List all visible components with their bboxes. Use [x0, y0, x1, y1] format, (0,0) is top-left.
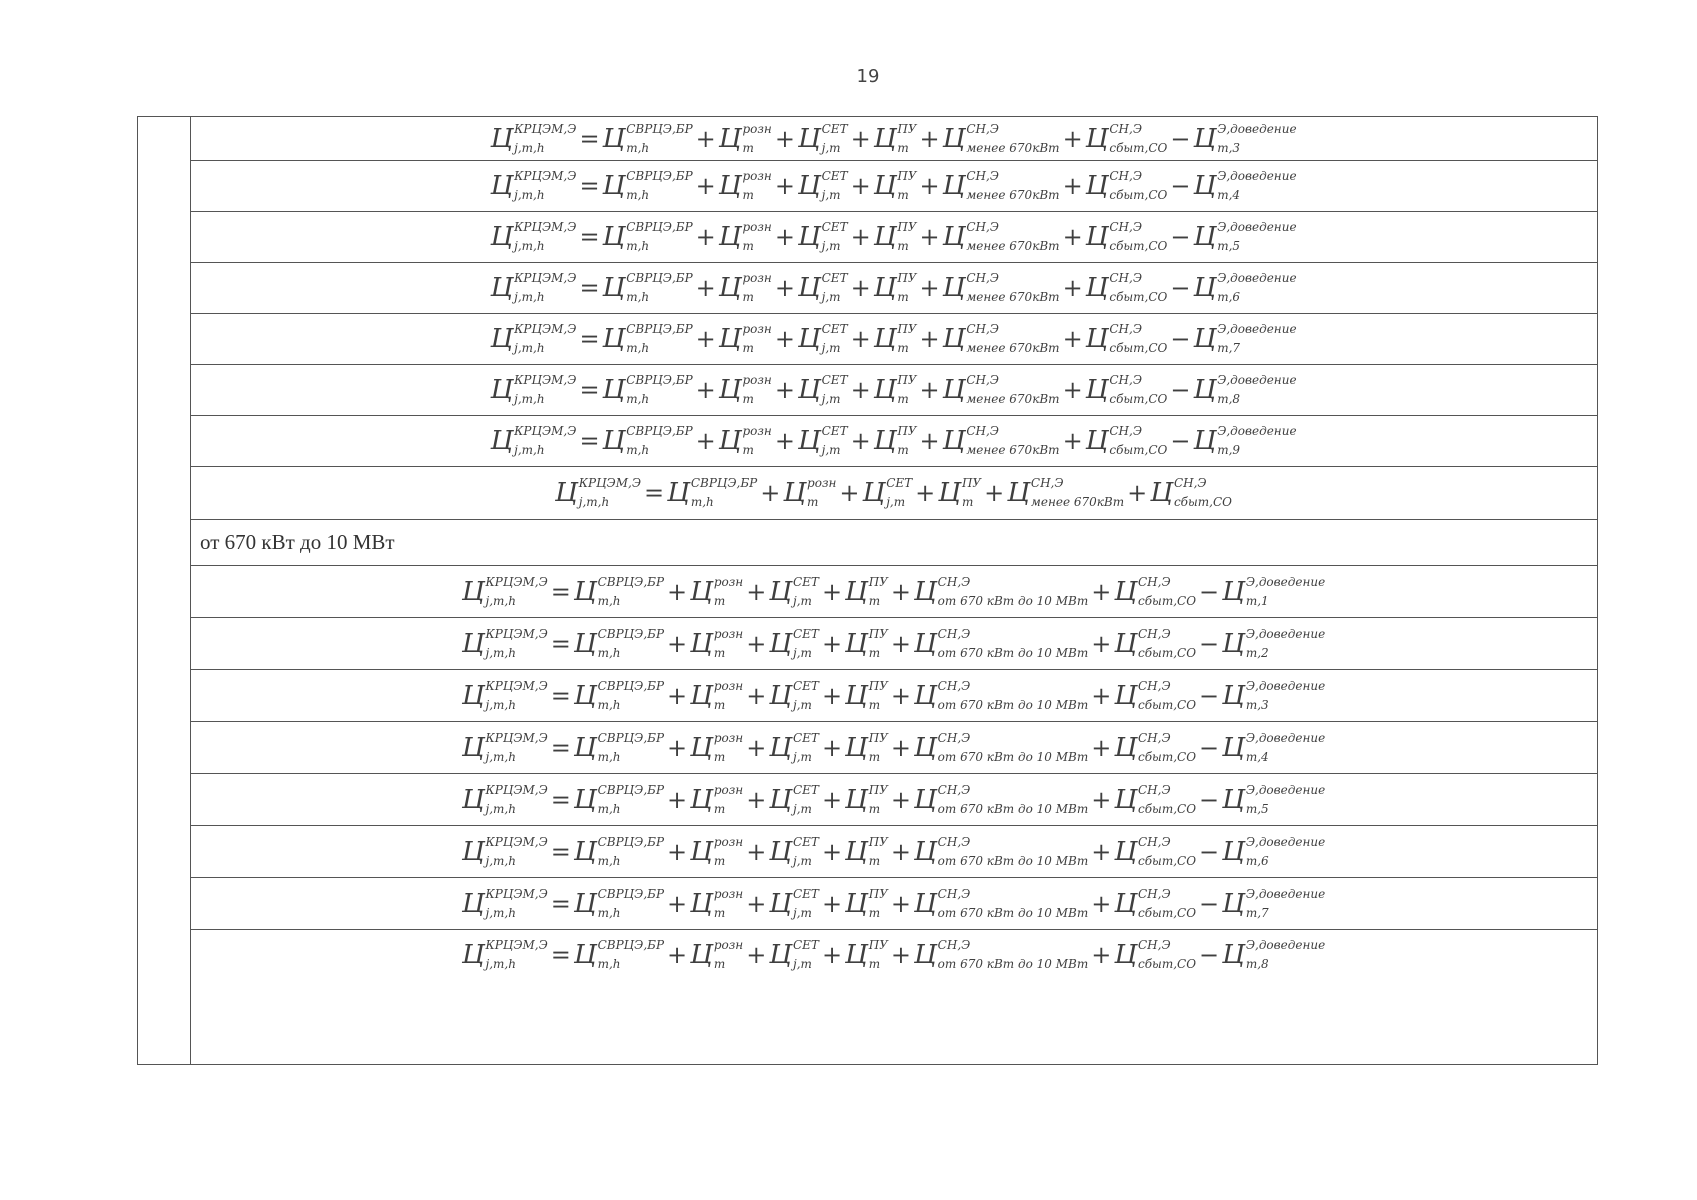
section-header-row — [190, 520, 1597, 566]
formula-row — [190, 117, 1597, 161]
formula-row — [190, 774, 1597, 826]
formula-row — [190, 826, 1597, 878]
left-column — [138, 117, 191, 1064]
formula: Ц КРЦЭМ,Э j,m,h = Ц СВРЦЭ,БР m,h + Ц розн m + Ц СЕТ j,m + Ц ПУ m + Ц СН,Э менее 670кВт + Ц СН,Э сбыт,СО − Ц Э,доведение m,7 — [490, 322, 1297, 355]
formula: Ц КРЦЭМ,Э j,m,h = Ц СВРЦЭ,БР m,h + Ц розн m + Ц СЕТ j,m + Ц ПУ m + Ц СН,Э от 670 кВт до 10 МВт + Ц СН,Э сбыт,СО − Ц Э,доведение m,4 — [461, 730, 1326, 764]
formula: Ц КРЦЭМ,Э j,m,h = Ц СВРЦЭ,БР m,h + Ц розн m + Ц СЕТ j,m + Ц ПУ m + Ц СН,Э от 670 кВт до 10 МВт + Ц СН,Э сбыт,СО − Ц Э,доведение m,7 — [461, 886, 1326, 920]
formula-row — [190, 618, 1597, 670]
formula-row — [190, 161, 1597, 212]
formula-row — [190, 566, 1597, 618]
formula: Ц КРЦЭМ,Э j,m,h = Ц СВРЦЭ,БР m,h + Ц розн m + Ц СЕТ j,m + Ц ПУ m + Ц СН,Э от 670 кВт до 10 МВт + Ц СН,Э сбыт,СО − Ц Э,доведение m,2 — [461, 626, 1326, 660]
formula: Ц КРЦЭМ,Э j,m,h = Ц СВРЦЭ,БР m,h + Ц розн m + Ц СЕТ j,m + Ц ПУ m + Ц СН,Э менее 670кВт + Ц СН,Э сбыт,СО − Ц Э,доведение m,4 — [490, 169, 1297, 202]
formula: Ц КРЦЭМ,Э j,m,h = Ц СВРЦЭ,БР m,h + Ц розн m + Ц СЕТ j,m + Ц ПУ m + Ц СН,Э от 670 кВт до 10 МВт + Ц СН,Э сбыт,СО − Ц Э,доведение m,8 — [461, 938, 1326, 971]
section-label: от 670 кВт до 10 МВт — [200, 530, 395, 554]
formula-row — [190, 930, 1597, 980]
formula: Ц КРЦЭМ,Э j,m,h = Ц СВРЦЭ,БР m,h + Ц розн m + Ц СЕТ j,m + Ц ПУ m + Ц СН,Э менее 670кВт + Ц СН,Э сбыт,СО — [555, 476, 1232, 509]
formula: Ц КРЦЭМ,Э j,m,h = Ц СВРЦЭ,БР m,h + Ц розн m + Ц СЕТ j,m + Ц ПУ m + Ц СН,Э менее 670кВт + Ц СН,Э сбыт,СО − Ц Э,доведение m,3 — [490, 121, 1297, 155]
formula: Ц КРЦЭМ,Э j,m,h = Ц СВРЦЭ,БР m,h + Ц розн m + Ц СЕТ j,m + Ц ПУ m + Ц СН,Э менее 670кВт + Ц СН,Э сбыт,СО − Ц Э,доведение m,5 — [490, 220, 1297, 253]
formula-row — [190, 263, 1597, 314]
formula: Ц КРЦЭМ,Э j,m,h = Ц СВРЦЭ,БР m,h + Ц розн m + Ц СЕТ j,m + Ц ПУ m + Ц СН,Э от 670 кВт до 10 МВт + Ц СН,Э сбыт,СО − Ц Э,доведение m,6 — [461, 834, 1326, 868]
formula-row — [190, 467, 1597, 520]
formula-row — [190, 314, 1597, 365]
formula-row — [190, 878, 1597, 930]
formula: Ц КРЦЭМ,Э j,m,h = Ц СВРЦЭ,БР m,h + Ц розн m + Ц СЕТ j,m + Ц ПУ m + Ц СН,Э от 670 кВт до 10 МВт + Ц СН,Э сбыт,СО − Ц Э,доведение m,3 — [461, 678, 1326, 712]
formula-row — [190, 722, 1597, 774]
formula: Ц КРЦЭМ,Э j,m,h = Ц СВРЦЭ,БР m,h + Ц розн m + Ц СЕТ j,m + Ц ПУ m + Ц СН,Э от 670 кВт до 10 МВт + Ц СН,Э сбыт,СО − Ц Э,доведение m,1 — [461, 574, 1326, 608]
formula-table — [137, 116, 1598, 1065]
formula-row — [190, 365, 1597, 416]
formula: Ц КРЦЭМ,Э j,m,h = Ц СВРЦЭ,БР m,h + Ц розн m + Ц СЕТ j,m + Ц ПУ m + Ц СН,Э менее 670кВт + Ц СН,Э сбыт,СО − Ц Э,доведение m,8 — [490, 373, 1297, 406]
formula: Ц КРЦЭМ,Э j,m,h = Ц СВРЦЭ,БР m,h + Ц розн m + Ц СЕТ j,m + Ц ПУ m + Ц СН,Э менее 670кВт + Ц СН,Э сбыт,СО − Ц Э,доведение m,9 — [490, 424, 1297, 457]
formula-row — [190, 212, 1597, 263]
page-number: 19 — [856, 66, 880, 87]
formula-row — [190, 670, 1597, 722]
formula: Ц КРЦЭМ,Э j,m,h = Ц СВРЦЭ,БР m,h + Ц розн m + Ц СЕТ j,m + Ц ПУ m + Ц СН,Э менее 670кВт + Ц СН,Э сбыт,СО − Ц Э,доведение m,6 — [490, 271, 1297, 304]
formula: Ц КРЦЭМ,Э j,m,h = Ц СВРЦЭ,БР m,h + Ц розн m + Ц СЕТ j,m + Ц ПУ m + Ц СН,Э от 670 кВт до 10 МВт + Ц СН,Э сбыт,СО − Ц Э,доведение m,5 — [461, 782, 1326, 816]
formula-row — [190, 416, 1597, 467]
